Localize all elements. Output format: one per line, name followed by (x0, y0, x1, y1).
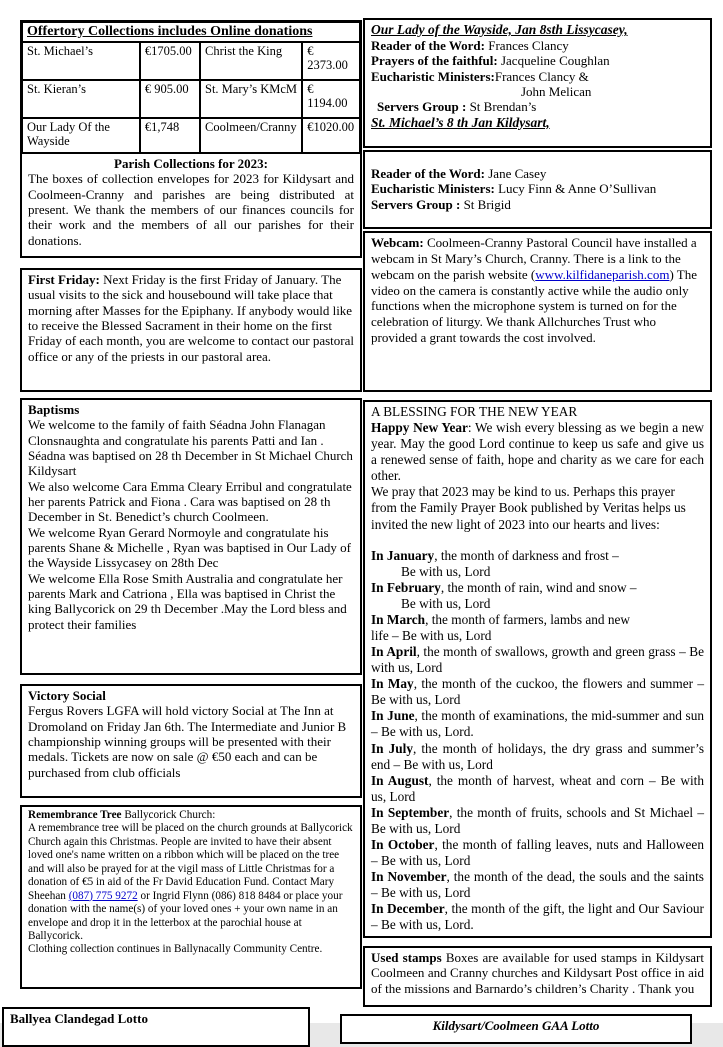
month-entry: In March, the month of farmers, lambs and new life – Be with us, Lord (371, 611, 631, 644)
month-entry: In August, the month of harvest, wheat and corn – Be with us, Lord (371, 772, 704, 804)
section-title: Ballyea Clandegad Lotto (10, 1011, 148, 1026)
church-name: St. Kieran’s (22, 80, 140, 118)
section-body: The boxes of collection envelopes for 2023 for Kildysart and Coolmeen-Cranny and parishes are being distributed at present. We thank the members of our finances councils for their work and the members of all our parishes for their donations. (28, 171, 354, 248)
month-entry: In September, the month of fruits, schools and St Michael – Be with us, Lord (371, 804, 704, 836)
amount: € 1194.00 (302, 80, 360, 118)
amount: € 905.00 (140, 80, 200, 118)
section-title: A BLESSING FOR THE NEW YEAR (371, 404, 578, 419)
roster-row-continuation: John Melican (521, 83, 592, 99)
roster-row: Reader of the Word: Jane Casey (371, 166, 547, 181)
baptism-paragraph: We welcome Ella Rose Smith Australia and congratulate her parents Mark and Catriona , Ella was baptised in Christ the king Ballycorick on 29 th December .May the Lord bless and protect their families (28, 570, 347, 632)
remembrance-tree-section (20, 805, 362, 989)
roster-row: Prayers of the faithful: Jacqueline Coughlan (371, 53, 610, 69)
roster-row: Servers Group : St Brendan’s (377, 99, 537, 115)
church-name: Christ the King (200, 42, 302, 80)
amount: € 2373.00 (302, 42, 360, 80)
wayside-roster-section (363, 18, 712, 148)
webcam-section: Webcam: Coolmeen-Cranny Pastoral Council have installed a webcam in St Mary’s Church, Cranny. There is a link to the webcam on the parish website (www.kilfidaneparish.com) The video on the camera is constantly active while the audio only functions when the microphone system is turned on for the celebration of liturgy. We thank Allchurches Trust who provided a grant towards the cost involved. (363, 231, 712, 392)
section-body: Fergus Rovers LGFA will hold victory Social at The Inn at Dromoland on Friday Jan 6th. The Intermediate and Junior B championship winning groups will be presented with their medals. Tickets are now on sale @ €50 each and can be purchased from club officials (28, 703, 347, 780)
table-row (22, 42, 361, 80)
used-stamps-section: Used stamps Boxes are available for used stamps in Kildysart Coolmeen and Cranny churches and Kildysart Post office in aid of the missions and Barnardo’s children’s Charity . Thank you (363, 946, 712, 1007)
parish-website-link[interactable]: www.kilfidaneparish.com (535, 266, 670, 282)
section-title: Kildysart/Coolmeen GAA Lotto (432, 1018, 600, 1033)
section-title: Baptisms (28, 402, 80, 417)
month-entry: In February, the month of rain, wind and snow – Be with us, Lord (371, 579, 637, 611)
month-entry: In July, the month of holidays, the dry grass and summer’s end – Be with us, Lord (371, 740, 705, 772)
blessing-section (363, 400, 712, 938)
month-entry: In June, the month of examinations, the mid-summer and sun – Be with us, Lord. (371, 708, 705, 740)
roster-row: Reader of the Word: Frances Clancy (371, 37, 569, 53)
amount: €1,748 (140, 118, 200, 157)
month-entry: In April, the month of swallows, growth and green grass – Be with us, Lord (371, 644, 704, 676)
month-entry: In January, the month of darkness and frost – Be with us, Lord (371, 547, 619, 579)
baptism-paragraph: We also welcome Cara Emma Cleary Erribul and congratulate her parents Patrick and Fiona . Cara was baptised on 28 th December in St. Benedict’s church Coolmeen. (28, 478, 352, 525)
amount: €1705.00 (140, 42, 200, 80)
baptisms-section (20, 398, 362, 675)
table-row (22, 80, 361, 118)
section-title: Parish Collections for 2023: (114, 156, 268, 171)
baptism-paragraph: We welcome Ryan Gerard Normoyle and congratulate his parents Shane & Michelle , Ryan was baptised in Our Lady of the Wayside Lissycasey on 28th Dec (28, 524, 351, 571)
section-body-2: Clothing collection continues in Ballynacally Community Centre. (28, 943, 323, 956)
section-body: A remembrance tree will be placed on the church grounds at Ballycorick Church again this Christmas. People are invited to have their absent loved one's name written on a ribbon which will be placed on the tree and will also be prayed for at the vigil mass of Little Christmas for a donation of €5 in aid of the Fr David Education Fund. Contact Mary Sheehan (087) 775 9272 or Ingrid Flynn (086) 818 8484 or place your donation with the name(s) of your loved ones + your own name in an envelope and drop it in the letterbox at the parochial house at Ballycorick. (28, 822, 353, 942)
first-friday-section (20, 268, 362, 392)
month-entry: In December, the month of the gift, the light and Our Saviour – Be with us, Lord. (371, 901, 704, 933)
table-row (22, 118, 361, 157)
roster-row: Eucharistic Ministers:Frances Clancy & (371, 68, 589, 84)
church-name: St. Mary’s KMcM (200, 80, 302, 118)
section-title: Webcam: (371, 235, 424, 250)
blessing-intro-2: We pray that 2023 may be kind to us. Perhaps this prayer from the Family Prayer Book published by Veritas helps us invited the new light of 2023 into our hearts and lives: (371, 484, 686, 532)
section-title: Used stamps (371, 950, 442, 965)
offertory-collections-table (20, 20, 362, 158)
gaa-lotto-section (340, 1014, 692, 1044)
section-title: Victory Social (28, 688, 106, 703)
section-title-line: Remembrance Tree Ballycorick Church: (28, 809, 216, 821)
church-name: Our Lady Of the Wayside (22, 118, 140, 157)
month-entry: In November, the month of the dead, the souls and the saints – Be with us, Lord (371, 869, 704, 901)
parish-collections-section (20, 152, 362, 258)
month-entry: In October, the month of falling leaves, nuts and Halloween – Be with us, Lord (371, 837, 704, 869)
church-name: St. Michael’s (22, 42, 140, 80)
section-label: First Friday: (28, 272, 100, 287)
offertory-table-title: Offertory Collections includes Online donations (22, 22, 361, 43)
kildysart-roster-section (363, 150, 712, 229)
roster-row: Eucharistic Ministers: Lucy Finn & Anne O’Sullivan (371, 181, 657, 197)
section-body: First Friday: Next Friday is the first Friday of January. The usual visits to the sick and housebound will take place that morning after Masses for the Epiphany. If anybody would like to receive the Blessed Sacrament in their home on the first Friday of each month, you are welcome to contact our pastoral office or any of the priests in our pastoral area. (28, 272, 354, 364)
blessing-intro: Happy New Year: We wish every blessing as we begin a new year. May the good Lord continue to keep us safe and give us a renewed sense of faith, hope and charity as we care for each other. (371, 420, 704, 484)
roster-heading: St. Michael’s 8 th Jan Kildysart, (371, 114, 550, 130)
month-entry: In May, the month of the cuckoo, the flowers and summer – Be with us, Lord (371, 676, 704, 708)
victory-social-section (20, 684, 362, 798)
phone-link[interactable]: (087) 775 9272 (68, 889, 138, 902)
roster-heading: Our Lady of the Wayside, Jan 8sth Lissycasey, (371, 22, 628, 37)
ballyea-lotto-section (2, 1007, 310, 1047)
roster-row: Servers Group : St Brigid (371, 196, 511, 212)
baptism-paragraph: We welcome to the family of faith Séadna John Flanagan Clonsnaughta and congratulate his parents Patti and Ian . Séadna was baptised on 28 th December in St Michael Church Kildysart (28, 417, 353, 479)
church-name: Coolmeen/Cranny (200, 118, 302, 157)
amount: €1020.00 (302, 118, 360, 157)
section-title: Remembrance Tree (28, 809, 122, 821)
